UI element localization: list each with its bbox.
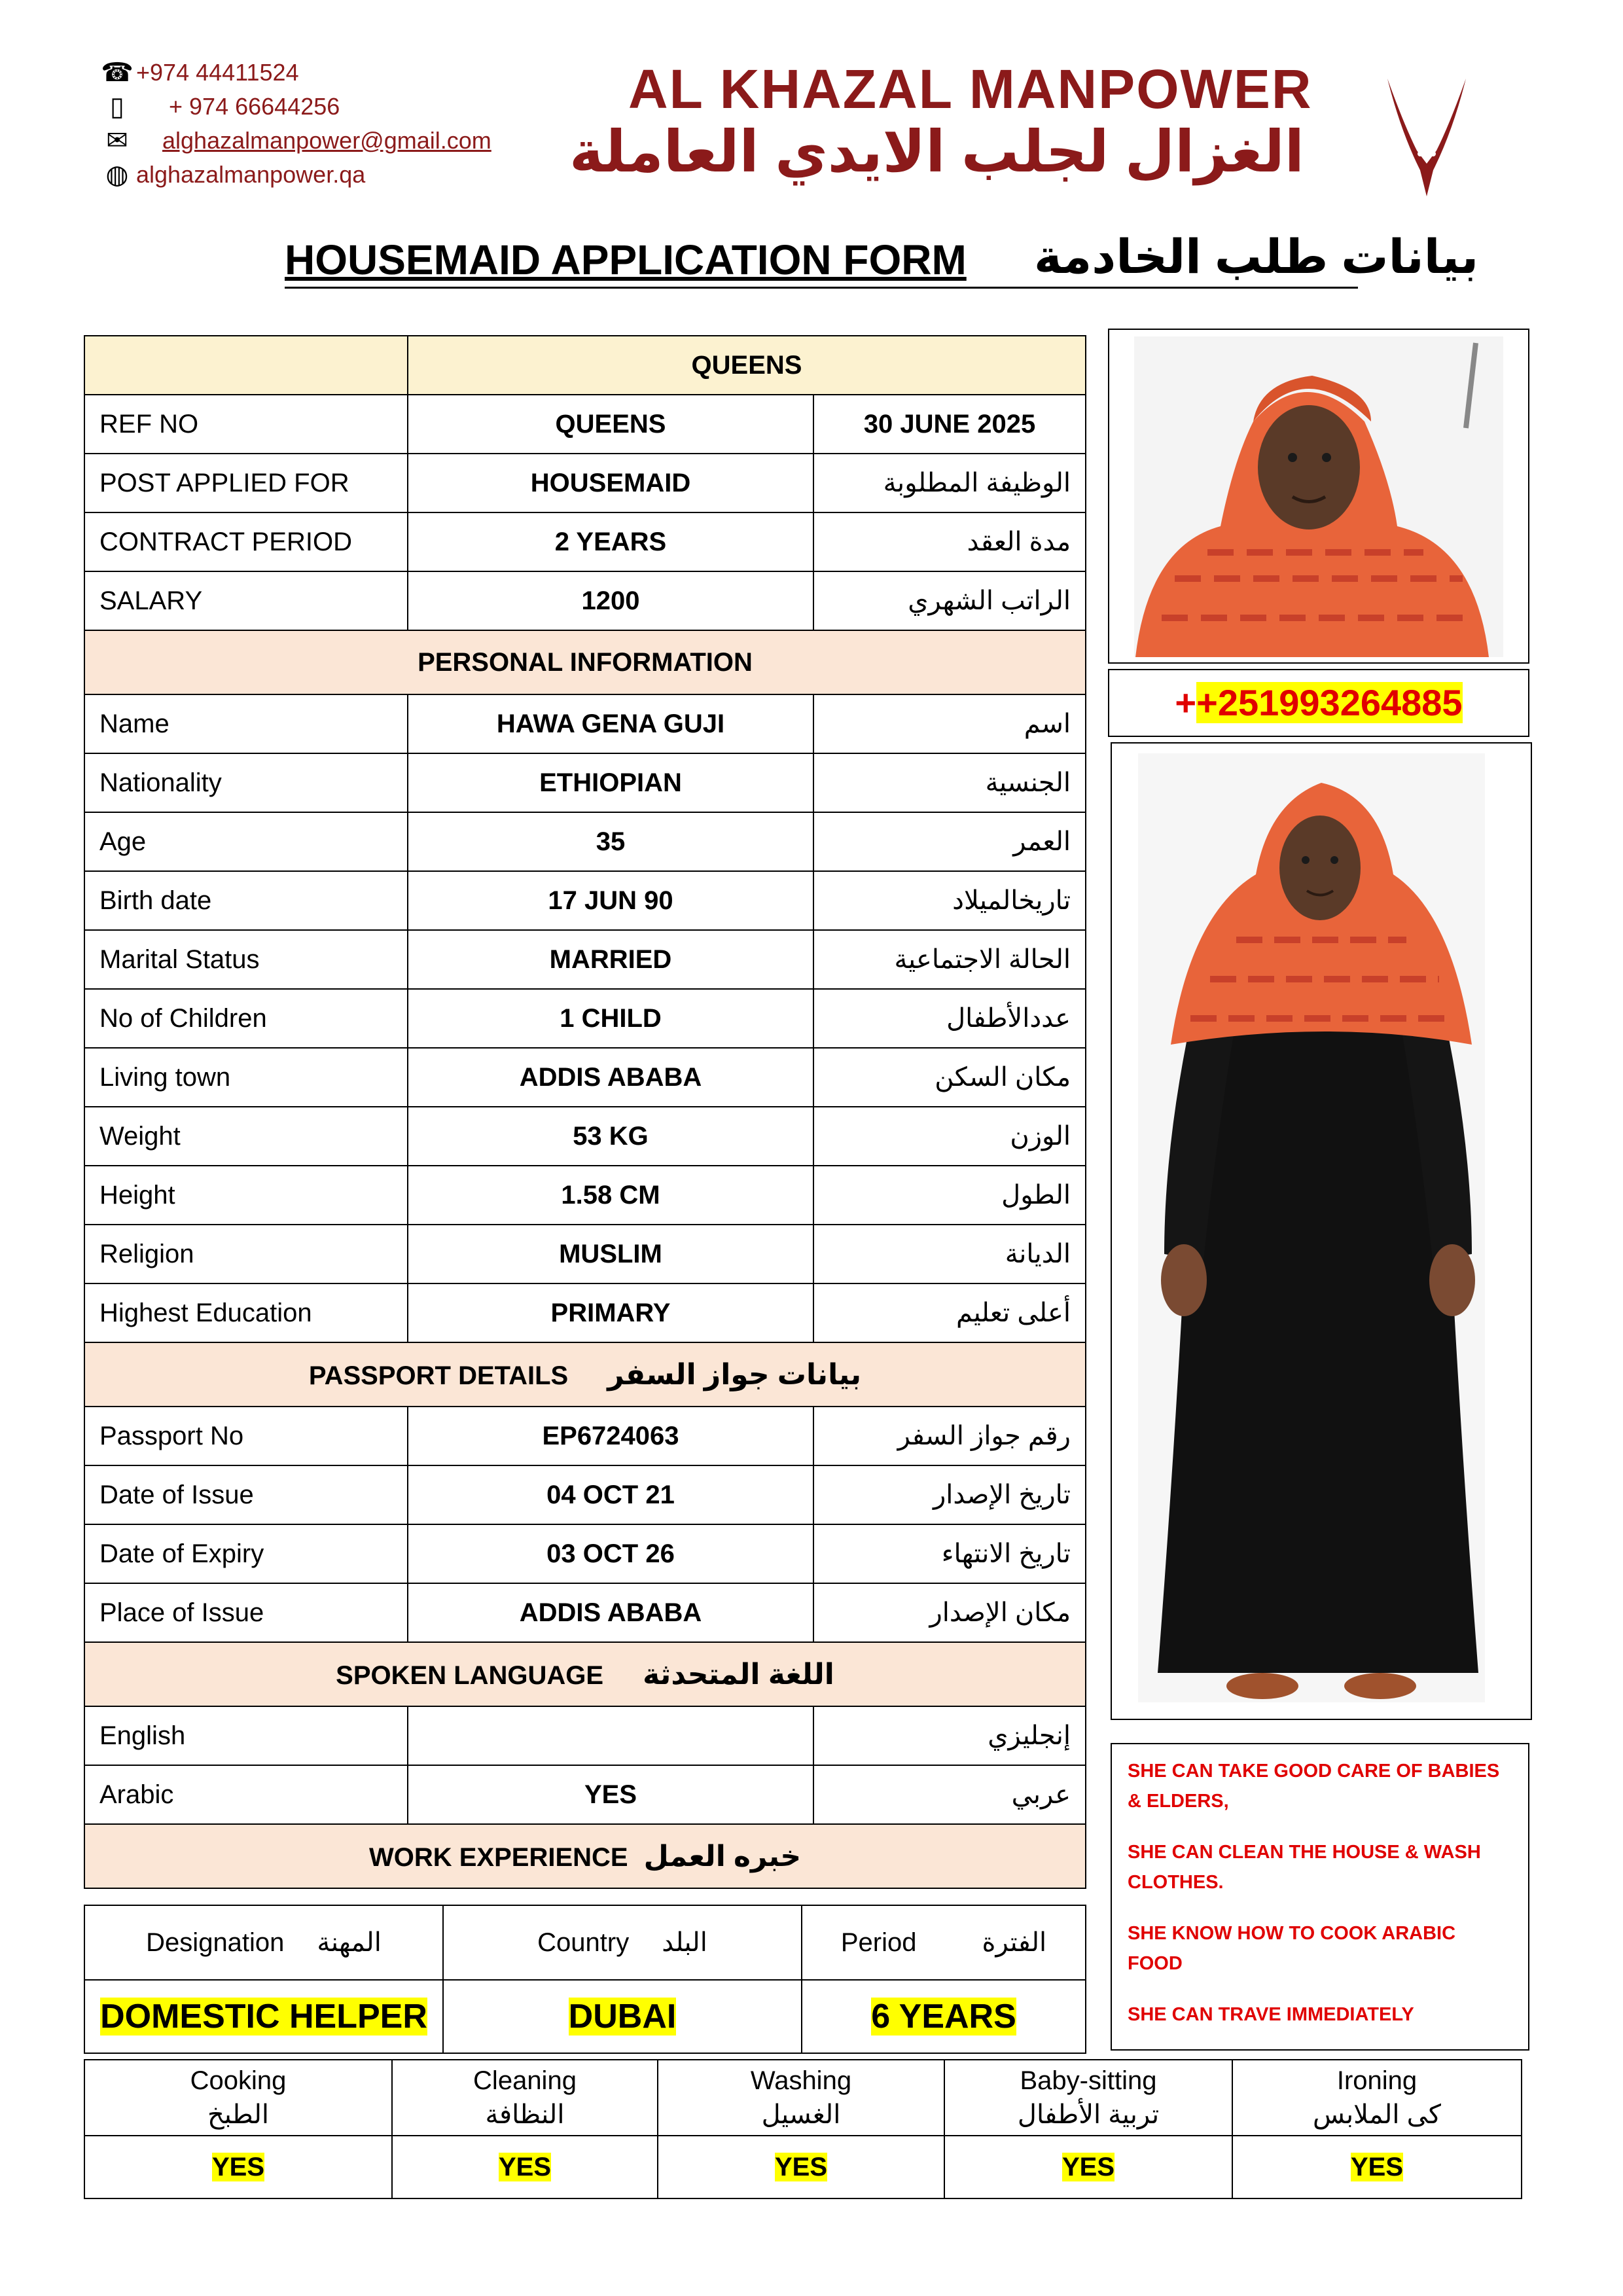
country-cell <box>443 1980 802 2053</box>
skill-washing <box>658 2060 944 2136</box>
application-table <box>84 335 1086 1889</box>
table-row <box>84 1283 1086 1342</box>
skill-ironing <box>1232 2060 1522 2136</box>
globe-icon: ◍ <box>105 160 129 189</box>
skill-value: YES <box>1350 2152 1404 2181</box>
row-label-ar: الراتب الشهري <box>813 571 1086 630</box>
form-title-en: HOUSEMAID APPLICATION FORM <box>285 236 967 283</box>
table-row <box>84 1583 1086 1642</box>
period-cell <box>802 1980 1086 2053</box>
contact-email[interactable] <box>98 126 491 156</box>
row-label: Arabic <box>84 1765 408 1824</box>
row-label: Name <box>84 694 408 753</box>
designation-cell <box>84 1980 443 2053</box>
row-label-ar: الوزن <box>813 1107 1086 1166</box>
row-label: English <box>84 1706 408 1765</box>
row-label: Date of Expiry <box>84 1524 408 1583</box>
row-value: 2 YEARS <box>408 512 813 571</box>
row-label: CONTRACT PERIOD <box>84 512 408 571</box>
skill-cleaning <box>392 2060 658 2136</box>
full-body-photo <box>1111 742 1532 1720</box>
row-value: YES <box>408 1765 813 1824</box>
candidate-phone: ++251993264885 <box>1108 669 1529 737</box>
country-value: DUBAI <box>568 1998 677 2036</box>
section-personal <box>84 630 1086 694</box>
row-label-ar: الطول <box>813 1166 1086 1225</box>
row-label: Religion <box>84 1225 408 1283</box>
skill-label-ar: كى الملابس <box>1313 2100 1441 2129</box>
table-row <box>84 1166 1086 1225</box>
designation-header <box>84 1905 443 1980</box>
period-header <box>802 1905 1086 1980</box>
brand-name-ar: الغزال لجلب الايدي العاملة <box>569 119 1304 184</box>
tel-text: +974 44411524 <box>136 59 299 86</box>
passport-heading: PASSPORT DETAILS <box>308 1361 569 1390</box>
row-label: No of Children <box>84 989 408 1048</box>
table-row <box>84 1706 1086 1765</box>
row-value: ETHIOPIAN <box>408 753 813 812</box>
skill-value: YES <box>1061 2152 1115 2181</box>
country-label-ar: البلد <box>662 1928 707 1957</box>
contact-website[interactable] <box>98 160 365 190</box>
period-label: Period <box>840 1928 917 1957</box>
skill-label: Ironing <box>1336 2066 1418 2095</box>
table-row <box>84 871 1086 930</box>
row-label: POST APPLIED FOR <box>84 454 408 512</box>
row-label: Passport No <box>84 1407 408 1465</box>
section-heading <box>84 1824 1086 1888</box>
ref-label: REF NO <box>84 395 408 454</box>
skill-value-cell <box>392 2136 658 2198</box>
row-value: EP6724063 <box>408 1407 813 1465</box>
work-heading: WORK EXPERIENCE <box>368 1842 628 1872</box>
table-row <box>84 1524 1086 1583</box>
row-value: 17 JUN 90 <box>408 871 813 930</box>
brand-name-en: AL KHAZAL MANPOWER <box>628 58 1313 120</box>
row-label-ar: مكان الإصدار <box>813 1583 1086 1642</box>
skill-label-ar: النظافة <box>485 2100 565 2129</box>
contact-tel <box>98 58 299 88</box>
ref-date: 30 JUNE 2025 <box>813 395 1086 454</box>
period-label-ar: الفترة <box>982 1928 1047 1957</box>
phone-icon: ☎ <box>101 58 134 87</box>
section-work <box>84 1824 1086 1888</box>
note-item: SHE CAN TRAVE IMMEDIATELY <box>1128 2004 1414 2025</box>
portrait-photo <box>1108 329 1529 664</box>
table-row <box>84 1407 1086 1465</box>
form-title-ar: بيانات طلب الخادمة <box>1034 231 1479 283</box>
row-label: Age <box>84 812 408 871</box>
languages-heading: SPOKEN LANGUAGE <box>336 1660 604 1690</box>
row-label-ar: مدة العقد <box>813 512 1086 571</box>
table-row <box>84 812 1086 871</box>
row-label-ar: الجنسية <box>813 753 1086 812</box>
row-value: HAWA GENA GUJI <box>408 694 813 753</box>
languages-heading-ar: اللغة المتحدثة <box>643 1658 834 1691</box>
table-row <box>84 753 1086 812</box>
designation-label-ar: المهنة <box>317 1928 382 1957</box>
skill-label-ar: الطبخ <box>207 2100 269 2129</box>
table-row <box>84 1465 1086 1524</box>
note-item: SHE KNOW HOW TO COOK ARABIC FOOD <box>1128 1923 1456 1974</box>
table-row <box>84 1225 1086 1283</box>
table-row <box>84 512 1086 571</box>
row-value: 1200 <box>408 571 813 630</box>
row-label-ar: إنجليزي <box>813 1706 1086 1765</box>
mobile-text: + 974 66644256 <box>169 93 340 120</box>
table-row <box>84 571 1086 630</box>
skill-babysitting <box>944 2060 1232 2136</box>
row-value: MARRIED <box>408 930 813 989</box>
row-label: Date of Issue <box>84 1465 408 1524</box>
ref-value: QUEENS <box>408 395 813 454</box>
designation-label: Designation <box>146 1928 285 1957</box>
row-label-ar: الديانة <box>813 1225 1086 1283</box>
row-label-ar: اسم <box>813 694 1086 753</box>
skill-label-ar: الغسيل <box>761 2100 841 2129</box>
row-label: Birth date <box>84 871 408 930</box>
skill-value-cell <box>658 2136 944 2198</box>
row-value: 1 CHILD <box>408 989 813 1048</box>
section-heading <box>84 1342 1086 1407</box>
agency-name: QUEENS <box>408 336 1086 395</box>
row-label: Weight <box>84 1107 408 1166</box>
phone-number: +251993264885 <box>1196 682 1463 723</box>
title-underline <box>285 287 1358 289</box>
skill-value: YES <box>211 2152 265 2181</box>
work-heading-ar: خبره العمل <box>643 1840 802 1873</box>
row-value: ADDIS ABABA <box>408 1048 813 1107</box>
skill-value: YES <box>498 2152 552 2181</box>
row-label: SALARY <box>84 571 408 630</box>
skill-label: Cleaning <box>473 2066 577 2095</box>
row-value: 04 OCT 21 <box>408 1465 813 1524</box>
row-value: PRIMARY <box>408 1283 813 1342</box>
skill-label-ar: تربية الأطفال <box>1017 2100 1160 2129</box>
table-row <box>84 989 1086 1048</box>
email-icon: ✉ <box>106 126 128 155</box>
row-label-ar: العمر <box>813 812 1086 871</box>
skill-value-cell <box>944 2136 1232 2198</box>
row-label-ar: الوظيفة المطلوبة <box>813 454 1086 512</box>
top-blank-cell <box>84 336 408 395</box>
notes-box <box>1111 1743 1529 2051</box>
table-row <box>84 454 1086 512</box>
row-label: Nationality <box>84 753 408 812</box>
row-value: 35 <box>408 812 813 871</box>
row-label-ar: عربي <box>813 1765 1086 1824</box>
row-value <box>408 1706 813 1765</box>
country-label: Country <box>537 1928 630 1957</box>
row-label-ar: تاريخ الانتهاء <box>813 1524 1086 1583</box>
row-label-ar: أعلى تعليم <box>813 1283 1086 1342</box>
skill-cooking <box>84 2060 392 2136</box>
row-value: 53 KG <box>408 1107 813 1166</box>
designation-value: DOMESTIC HELPER <box>100 1998 427 2036</box>
row-value: 1.58 CM <box>408 1166 813 1225</box>
skill-value: YES <box>774 2152 828 2181</box>
website-link[interactable]: alghazalmanpower.qa <box>136 161 366 188</box>
note-item: SHE CAN CLEAN THE HOUSE & WASH CLOTHES. <box>1128 1842 1481 1893</box>
skill-label: Baby-sitting <box>1020 2066 1157 2095</box>
gazelle-logo-icon <box>1374 72 1479 203</box>
row-label-ar: عددالأطفال <box>813 989 1086 1048</box>
contact-mobile <box>98 92 340 122</box>
skill-value-cell <box>84 2136 392 2198</box>
row-label: Height <box>84 1166 408 1225</box>
email-link[interactable]: alghazalmanpower@gmail.com <box>162 127 491 154</box>
country-header <box>443 1905 802 1980</box>
row-label-ar: مكان السكن <box>813 1048 1086 1107</box>
table-row <box>84 1107 1086 1166</box>
row-label-ar: تاريخ الإصدار <box>813 1465 1086 1524</box>
note-item: SHE CAN TAKE GOOD CARE OF BABIES & ELDERS, <box>1128 1761 1500 1812</box>
row-label: Living town <box>84 1048 408 1107</box>
row-value: 03 OCT 26 <box>408 1524 813 1583</box>
row-value: ADDIS ABABA <box>408 1583 813 1642</box>
table-row <box>84 1765 1086 1824</box>
mobile-icon: ▯ <box>109 92 124 121</box>
section-heading <box>84 1642 1086 1706</box>
period-value: 6 YEARS <box>871 1998 1016 2036</box>
row-label-ar: رقم جواز السفر <box>813 1407 1086 1465</box>
table-row <box>84 1048 1086 1107</box>
passport-heading-ar: بيانات جواز السفر <box>607 1358 862 1391</box>
row-label: Highest Education <box>84 1283 408 1342</box>
row-label: Place of Issue <box>84 1583 408 1642</box>
table-row <box>84 694 1086 753</box>
row-value: MUSLIM <box>408 1225 813 1283</box>
skills-table <box>84 2059 1522 2199</box>
row-value: HOUSEMAID <box>408 454 813 512</box>
section-passport <box>84 1342 1086 1407</box>
skill-label: Washing <box>750 2066 852 2095</box>
row-label: Marital Status <box>84 930 408 989</box>
section-languages <box>84 1642 1086 1706</box>
row-label-ar: تاريخالميلاد <box>813 871 1086 930</box>
work-experience-table <box>84 1905 1086 2054</box>
row-label-ar: الحالة الاجتماعية <box>813 930 1086 989</box>
section-heading: PERSONAL INFORMATION <box>84 630 1086 694</box>
skill-label: Cooking <box>190 2066 287 2095</box>
table-row <box>84 930 1086 989</box>
skill-value-cell <box>1232 2136 1522 2198</box>
